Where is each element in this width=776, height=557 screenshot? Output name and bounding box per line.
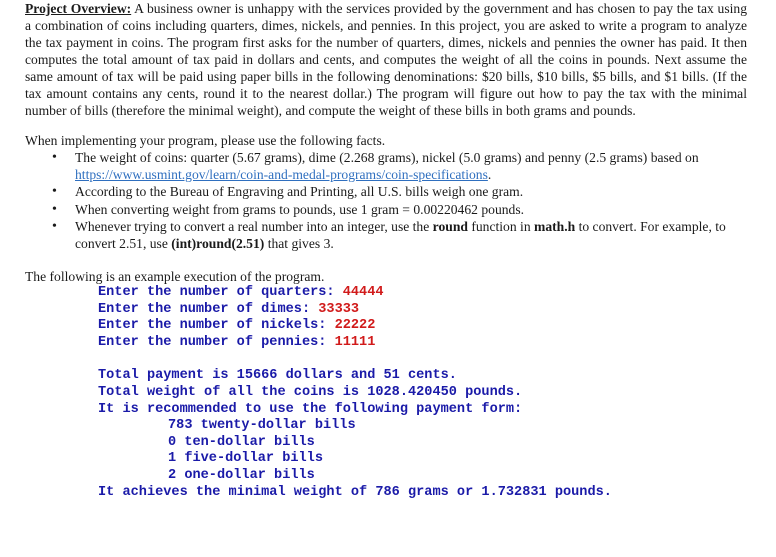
prompt-label: Enter the number of pennies:	[98, 334, 335, 350]
console-line	[98, 302, 747, 319]
recommend-line: It is recommended to use the following payment form:	[98, 401, 523, 417]
bill-line: 1 five-dollar bills	[168, 451, 323, 467]
prompt-label: Enter the number of nickels:	[98, 318, 335, 334]
project-overview	[25, 0, 747, 119]
overview-heading: Project Overview:	[25, 1, 132, 16]
convert-fact: When converting weight from grams to pounds, use 1 gram = 0.00220462 pounds.	[75, 201, 525, 217]
coins-fact-end: .	[487, 166, 492, 182]
console-output	[98, 285, 747, 501]
round-example-code: (int)round(2.51)	[171, 235, 265, 251]
facts-list	[25, 150, 747, 252]
prompt-label: Enter the number of quarters:	[98, 285, 343, 300]
console-line	[98, 285, 747, 302]
coins-fact-text: The weight of coins: quarter (5.67 grams), dime (2.268 grams), nickel (5.0 grams) and penny (2.5 grams) based on	[75, 150, 699, 165]
usmint-link[interactable]: https://www.usmint.gov/learn/coin-and-medal-programs/coin-specifications	[75, 166, 488, 182]
example-intro: The following is an example execution of the program.	[25, 269, 325, 284]
mathh-keyword: math.h	[534, 219, 576, 234]
round-fact-g: that gives 3.	[264, 235, 334, 251]
total-weight-line: Total weight of all the coins is 1028.420450 pounds.	[98, 384, 523, 400]
overview-text: A business owner is unhappy with the services provided by the government and has chosen to pay the tax using a combination of coins including quarters, dimes, nickels, and pennies. In this project, you are asked to write a program to analyze the tax payment in coins. The program first asks for the number of quarters, dimes, nickels and pennies the owner has paid. It then computes the total amount of tax paid in dollars and cents, and computes the weight of all the coins in pounds. Next assume the same amount of tax will be paid using paper bills in the following denominations: $20 bills, $10 bills, $5 bills, and $1 bills. (If the tax amount contains any cents, round it to the nearest dollar.) The program will figure out how to pay the tax with the minimal number of bills (therefore the minimal weight), and compute the weight of these bills in both grams and pounds.	[25, 1, 748, 118]
facts-intro: When implementing your program, please use the following facts.	[25, 133, 386, 148]
list-item	[75, 150, 747, 183]
prompt-value: 11111	[334, 334, 376, 350]
console-line	[98, 318, 747, 335]
bills-fact: According to the Bureau of Engraving and Printing, all U.S. bills weigh one gram.	[75, 184, 524, 199]
list-item	[75, 184, 747, 201]
achieves-line: It achieves the minimal weight of 786 grams or 1.732831 pounds.	[98, 484, 612, 500]
bill-line: 2 one-dollar bills	[168, 467, 315, 483]
console-line	[98, 335, 747, 352]
document	[25, 0, 747, 501]
round-fact-c: function in	[467, 219, 535, 234]
round-fact-a: Whenever trying to convert a real number into an integer, use the	[75, 219, 433, 234]
bill-line: 783 twenty-dollar bills	[168, 418, 356, 434]
prompt-value: 22222	[334, 318, 376, 334]
bill-line: 0 ten-dollar bills	[168, 434, 315, 450]
list-item	[75, 202, 747, 219]
round-keyword: round	[432, 219, 468, 234]
total-payment-line: Total payment is 15666 dollars and 51 cents.	[98, 368, 457, 384]
prompt-value: 33333	[318, 301, 360, 317]
prompt-value: 44444	[342, 285, 384, 300]
round-fact-e: to convert. For example, to convert 2.51, use	[75, 219, 726, 251]
list-item	[75, 219, 747, 252]
prompt-label: Enter the number of dimes:	[98, 301, 319, 317]
